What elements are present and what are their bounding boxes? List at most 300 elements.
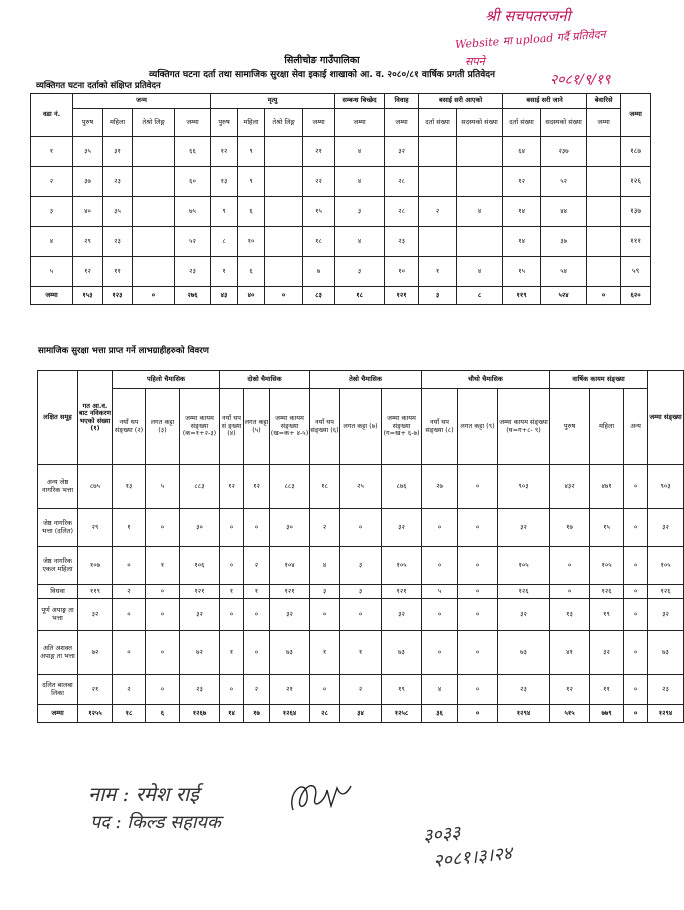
table-cell: १ xyxy=(220,631,244,675)
signature-scribble xyxy=(285,772,355,822)
table-cell: २८ xyxy=(385,197,419,227)
table-cell: ० xyxy=(220,547,244,585)
table-cell: ० xyxy=(422,599,458,631)
table-cell: १२९४ xyxy=(648,705,684,723)
table-cell: ६ xyxy=(238,197,265,227)
table-cell: ८७६ xyxy=(382,465,422,509)
table-cell: २१ xyxy=(270,675,310,705)
table-cell: ० xyxy=(458,585,498,599)
table-cell: ९ xyxy=(238,167,265,197)
signer-post: पद : किल्ड सहायक xyxy=(90,812,221,833)
col-target-group: लक्षित समूह xyxy=(38,371,78,465)
col-annual: वार्षिक कायम संङ्ख्या xyxy=(550,371,648,389)
table-cell: १ xyxy=(31,137,73,167)
col-divorce: सम्बन्ध बिच्छेद xyxy=(335,94,385,109)
table-cell: ० xyxy=(340,509,382,547)
table-cell: ० xyxy=(310,675,340,705)
table-cell: ८७५ xyxy=(78,465,113,509)
table-cell: २३७ xyxy=(541,137,587,167)
col-migration-in: बसाई सरी आएको xyxy=(419,94,503,109)
sub-header: नयाँ थप संङ्ख्या (८) xyxy=(422,389,458,465)
vital-events-table xyxy=(30,93,651,305)
table-cell: ० xyxy=(220,599,244,631)
section-1-heading: व्यक्तिगत घटना दर्ताको संक्षिप्त प्रतिवेदन xyxy=(36,81,161,91)
sub-header: पुरुष xyxy=(211,109,238,137)
group-name-cell: अति अशक्त अपाङ्ग ता भत्ता xyxy=(38,631,78,675)
table-cell: १२३ xyxy=(103,287,133,305)
table-cell: ० xyxy=(458,675,498,705)
table-cell: १ xyxy=(340,631,382,675)
table-cell: १ xyxy=(310,631,340,675)
table-cell: १०६ xyxy=(180,547,220,585)
table-cell: ३६ xyxy=(422,705,458,723)
table-cell xyxy=(133,137,175,167)
table-row xyxy=(31,257,651,287)
table-cell: १३ xyxy=(113,465,146,509)
table-cell: २ xyxy=(244,675,270,705)
table-cell: ४ xyxy=(31,227,73,257)
table-cell xyxy=(587,227,621,257)
table-cell: ३२ xyxy=(270,599,310,631)
table-cell: ७३ xyxy=(498,631,550,675)
table-cell: १ xyxy=(113,509,146,547)
sub-header: लगत कट्टा (९) xyxy=(458,389,498,465)
table-cell: ३२ xyxy=(648,599,684,631)
table-cell: २३ xyxy=(103,227,133,257)
table-cell: ५४ xyxy=(541,257,587,287)
table-row xyxy=(38,675,684,705)
table-cell: ३ xyxy=(310,585,340,599)
sub-header: जम्मा xyxy=(175,109,211,137)
handwritten-annotation xyxy=(455,2,640,97)
table-cell: ० xyxy=(458,509,498,547)
social-security-table xyxy=(37,370,684,723)
table-cell: २८ xyxy=(385,167,419,197)
table-cell: ६२० xyxy=(621,287,651,305)
table-cell: ६ xyxy=(146,705,180,723)
sub-header: लगत कट्टा (७) xyxy=(340,389,382,465)
table-cell: ५२ xyxy=(175,227,211,257)
annotation-line-3: सपने xyxy=(465,55,485,68)
table-cell: ९०३ xyxy=(498,465,550,509)
table-cell: २२ xyxy=(303,167,335,197)
col-ward: वडा नं. xyxy=(31,94,73,137)
sub-header: पुरुष xyxy=(73,109,103,137)
table-cell: ० xyxy=(624,509,648,547)
table-cell: ३२ xyxy=(382,599,422,631)
table-cell: १८ xyxy=(113,705,146,723)
sub-header: दर्ता संख्या xyxy=(503,109,541,137)
col-migration-out: बसाई सरी जाने xyxy=(503,94,587,109)
table-cell: ९०३ xyxy=(648,465,684,509)
table-cell: १ xyxy=(419,257,457,287)
table-cell: १३७ xyxy=(621,197,651,227)
table-cell xyxy=(133,167,175,197)
table-cell: ४० xyxy=(73,197,103,227)
table-cell: ३ xyxy=(335,197,385,227)
col-birth: जन्म xyxy=(73,94,211,109)
sub-header: अन्य xyxy=(624,389,648,465)
table-cell: २ xyxy=(113,675,146,705)
table-cell: १८ xyxy=(335,287,385,305)
table-cell: ११ xyxy=(590,675,624,705)
total-row xyxy=(38,705,684,723)
col-unclaimed: बेवारिसे xyxy=(587,94,621,109)
sub-header: सदस्यको संख्या xyxy=(457,109,503,137)
table-cell: ३ xyxy=(31,197,73,227)
table-cell: १२५८ xyxy=(382,705,422,723)
table-row xyxy=(38,547,684,585)
table-cell: ० xyxy=(244,599,270,631)
group-name-cell: अन्य जेष्ठ नागरिक भत्ता xyxy=(38,465,78,509)
table-cell: १०५ xyxy=(498,547,550,585)
table-cell: ५ xyxy=(31,257,73,287)
table-cell: ० xyxy=(146,509,180,547)
table-cell: ० xyxy=(422,547,458,585)
table-cell: २९ xyxy=(78,509,113,547)
table-cell: ७३ xyxy=(382,631,422,675)
sub-header: जम्मा xyxy=(385,109,419,137)
table-cell: ४० xyxy=(238,287,265,305)
sub-header: तेश्रो लिङ्ग xyxy=(265,109,303,137)
sub-header: महिला xyxy=(238,109,265,137)
table-cell: १०५ xyxy=(648,547,684,585)
table-cell: १०७ xyxy=(78,547,113,585)
table-cell: १८ xyxy=(303,227,335,257)
table-row xyxy=(38,599,684,631)
table-cell: ३२ xyxy=(385,137,419,167)
table-cell: ० xyxy=(624,547,648,585)
table-cell: ३२ xyxy=(382,509,422,547)
table-cell xyxy=(133,257,175,287)
table-cell: ४ xyxy=(457,197,503,227)
table-row xyxy=(31,227,651,257)
table-cell: ४ xyxy=(457,257,503,287)
table-cell: ३२ xyxy=(78,599,113,631)
table-cell: १२१ xyxy=(382,585,422,599)
table-cell: ० xyxy=(113,547,146,585)
col-q4: चौथो चैमासिक xyxy=(422,371,550,389)
table-cell: ८ xyxy=(457,287,503,305)
table-cell: १३ xyxy=(550,599,590,631)
table-cell: ० xyxy=(458,547,498,585)
group-name-cell: दलित बालबा लिका xyxy=(38,675,78,705)
table-cell: ० xyxy=(146,675,180,705)
table-cell: ० xyxy=(458,465,498,509)
table-cell: ७३ xyxy=(648,631,684,675)
table-cell: ५९ xyxy=(621,257,651,287)
table-cell: ० xyxy=(244,509,270,547)
stamp-date: २०८१।३।२४ xyxy=(432,842,514,873)
table-cell: ४३ xyxy=(211,287,238,305)
table-cell xyxy=(265,227,303,257)
sub-header: जम्मा कायम संङ्ख्या (ग=ख+ ६-७) xyxy=(382,389,422,465)
table-cell: १३ xyxy=(211,167,238,197)
table-cell: ३७ xyxy=(541,227,587,257)
sub-header: जम्मा xyxy=(303,109,335,137)
table-cell: १०५ xyxy=(382,547,422,585)
group-name-cell: पूर्ण अपाङ्ग ता भत्ता xyxy=(38,599,78,631)
col-renewed: गत आ.व. बाट नविकरण भएको संख्या (१) xyxy=(78,371,113,465)
table-cell: ४१ xyxy=(550,631,590,675)
table-cell: १२ xyxy=(211,137,238,167)
table-cell: ० xyxy=(550,547,590,585)
table-cell: ० xyxy=(310,599,340,631)
table-cell: ० xyxy=(146,631,180,675)
table-cell: २७६ xyxy=(175,287,211,305)
table-cell: १० xyxy=(385,257,419,287)
sub-header: जम्मा कायम संङ्ख्या (ख=क+ ४-५) xyxy=(270,389,310,465)
table-cell: ४ xyxy=(335,137,385,167)
table-cell: २ xyxy=(244,547,270,585)
table-cell: ० xyxy=(624,585,648,599)
table-cell: ८८३ xyxy=(180,465,220,509)
table-cell: ३२ xyxy=(180,599,220,631)
sub-header: जम्मा xyxy=(335,109,385,137)
group-name-cell: जेष्ठ नागरिक भत्ता (दलित) xyxy=(38,509,78,547)
table-cell: १२६ xyxy=(621,167,651,197)
sub-header: पुरुष xyxy=(550,389,590,465)
table-cell: २ xyxy=(310,509,340,547)
table-cell xyxy=(457,227,503,257)
table-cell: २१ xyxy=(303,137,335,167)
table-cell: २ xyxy=(113,585,146,599)
sub-header: जम्मा कायम संङ्ख्या (क=१+२-३) xyxy=(180,389,220,465)
table-cell: २७ xyxy=(422,465,458,509)
table-cell: ० xyxy=(133,287,175,305)
table-cell: ० xyxy=(146,599,180,631)
table-cell: १० xyxy=(238,227,265,257)
table-cell: ६० xyxy=(175,167,211,197)
table-cell xyxy=(587,257,621,287)
table-cell: ३ xyxy=(419,287,457,305)
section-2-heading: सामाजिक सुरक्षा भत्ता प्राप्त गर्ने लाभग्राहीहरुको विवरण xyxy=(38,346,209,356)
table-cell: ७२ xyxy=(180,631,220,675)
table-cell: जम्मा xyxy=(38,705,78,723)
table-cell: १ xyxy=(146,547,180,585)
table-cell: जम्मा xyxy=(31,287,73,305)
table-cell: १२ xyxy=(73,257,103,287)
table-cell: ० xyxy=(146,585,180,599)
table-cell xyxy=(419,167,457,197)
table-cell: १२ xyxy=(220,465,244,509)
page-subtitle: व्यक्तिगत घटना दर्ता तथा सामाजिक सुरक्षा सेवा इकाई शाखाको आ. व. २०८०/८१ वार्षिक प्रगती प्रतिवेदन xyxy=(149,70,495,80)
table-cell: २५ xyxy=(340,465,382,509)
table-cell: १२ xyxy=(503,167,541,197)
table-cell: ७७९ xyxy=(590,705,624,723)
table-cell: १४ xyxy=(503,227,541,257)
table-cell: २३ xyxy=(180,675,220,705)
table-cell: ७३ xyxy=(270,631,310,675)
table-cell: २१ xyxy=(78,675,113,705)
table-cell: ४ xyxy=(422,675,458,705)
table-cell: ० xyxy=(458,631,498,675)
table-cell: ० xyxy=(550,585,590,599)
table-cell: २३ xyxy=(175,257,211,287)
table-cell: ११ xyxy=(103,257,133,287)
sub-header: जम्मा xyxy=(587,109,621,137)
table-cell: ३२ xyxy=(648,509,684,547)
annotation-line-2: Website मा upload गर्दै प्रतिवेदन xyxy=(454,27,607,52)
table-cell xyxy=(457,137,503,167)
table-cell xyxy=(265,257,303,287)
table-row xyxy=(31,137,651,167)
table-cell: ८ xyxy=(211,227,238,257)
table-cell: ३२ xyxy=(498,599,550,631)
table-cell: ९ xyxy=(238,137,265,167)
table-cell: ३२ xyxy=(498,509,550,547)
table-cell: १२६४ xyxy=(270,705,310,723)
table-cell: २ xyxy=(340,675,382,705)
group-name-cell: विधवा xyxy=(38,585,78,599)
table-cell: १४ xyxy=(220,705,244,723)
table-cell: ३२ xyxy=(590,631,624,675)
table-cell xyxy=(265,137,303,167)
table-cell: १५ xyxy=(590,509,624,547)
annotation-line-4: २०८१/९/१९ xyxy=(550,72,611,88)
table-cell: २ xyxy=(419,197,457,227)
table-row xyxy=(31,197,651,227)
table-cell xyxy=(587,167,621,197)
table-cell: ३७ xyxy=(73,167,103,197)
col-death: मृत्यु xyxy=(211,94,335,109)
sub-header: महिला xyxy=(590,389,624,465)
table-cell: १२१ xyxy=(270,585,310,599)
table-cell: ११९ xyxy=(78,585,113,599)
table-cell: १ xyxy=(244,585,270,599)
table-cell: ० xyxy=(422,631,458,675)
table-row xyxy=(38,631,684,675)
sub-header: नयाँ थप संङ्ख्या (६) xyxy=(310,389,340,465)
table-cell: ० xyxy=(220,675,244,705)
table-cell: ५२४ xyxy=(541,287,587,305)
table-cell: १२६ xyxy=(648,585,684,599)
table-cell: १२६७ xyxy=(180,705,220,723)
table-cell: ४ xyxy=(310,547,340,585)
table-cell: ३० xyxy=(180,509,220,547)
table-cell xyxy=(133,227,175,257)
table-cell: ० xyxy=(458,599,498,631)
table-cell: २ xyxy=(31,167,73,197)
table-cell: १९ xyxy=(382,675,422,705)
table-cell: ३५ xyxy=(103,197,133,227)
table-cell: ४४ xyxy=(541,197,587,227)
table-cell: ४३२ xyxy=(550,465,590,509)
table-cell: १२ xyxy=(244,465,270,509)
table-cell xyxy=(265,167,303,197)
table-cell: ९ xyxy=(211,197,238,227)
table-cell xyxy=(587,197,621,227)
table-cell: १११ xyxy=(621,227,651,257)
table-cell: १२६ xyxy=(498,585,550,599)
sub-header: जम्मा कायम संङ्ख्या (घ=ग+८- ९) xyxy=(498,389,550,465)
table-cell: ० xyxy=(624,465,648,509)
table-cell: ५२ xyxy=(541,167,587,197)
table-cell: ० xyxy=(458,705,498,723)
table-cell xyxy=(265,197,303,227)
table-cell: ५१५ xyxy=(550,705,590,723)
table-cell: २८ xyxy=(310,705,340,723)
table-cell: ८८३ xyxy=(270,465,310,509)
table-cell: ११९ xyxy=(503,287,541,305)
page-title: सिलीचोङ गाउँपालिका xyxy=(284,55,360,66)
table-cell: ३० xyxy=(270,509,310,547)
table-cell: ४ xyxy=(335,167,385,197)
table-cell: ० xyxy=(113,599,146,631)
table-cell: २९ xyxy=(73,227,103,257)
table-cell: १२१ xyxy=(385,287,419,305)
sub-header: तेश्रो लिङ्ग xyxy=(133,109,175,137)
table-cell: १२ xyxy=(550,675,590,705)
table-cell: २३ xyxy=(385,227,419,257)
table-cell: ० xyxy=(340,599,382,631)
table-cell: ० xyxy=(624,705,648,723)
table-cell: ३ xyxy=(340,547,382,585)
sub-header: लगत कट्टा (३) xyxy=(146,389,180,465)
sub-header: सदस्यको संख्या xyxy=(541,109,587,137)
table-cell: १२६ xyxy=(590,585,624,599)
table-cell: ० xyxy=(624,675,648,705)
table-cell: ६ xyxy=(238,257,265,287)
table-cell: ५ xyxy=(146,465,180,509)
col-total: जम्मा xyxy=(621,94,651,137)
table-cell: ० xyxy=(422,509,458,547)
table-cell: १५ xyxy=(503,257,541,287)
table-cell: १ xyxy=(211,257,238,287)
table-cell: ० xyxy=(220,509,244,547)
table-cell: १४ xyxy=(503,197,541,227)
table-cell: १२९४ xyxy=(498,705,550,723)
table-cell xyxy=(457,167,503,197)
col-grand-total: जम्मा संङ्ख्या xyxy=(648,371,684,465)
table-cell xyxy=(133,197,175,227)
total-row xyxy=(31,287,651,305)
table-cell: २३ xyxy=(648,675,684,705)
table-cell: ० xyxy=(265,287,303,305)
table-cell: ० xyxy=(624,631,648,675)
col-q3: तेस्रो चैमासिक xyxy=(310,371,422,389)
table-cell: १ xyxy=(220,585,244,599)
sub-header: लगत कट्टा (५) xyxy=(244,389,270,465)
table-cell: ० xyxy=(624,599,648,631)
table-cell: ४ xyxy=(335,227,385,257)
table-cell xyxy=(587,137,621,167)
group-name-cell: जेष्ठ नागरिक एकल महिला xyxy=(38,547,78,585)
sub-header: दर्ता संख्या xyxy=(419,109,457,137)
table-cell: ० xyxy=(244,631,270,675)
table-cell: १७ xyxy=(244,705,270,723)
table-cell: ३५ xyxy=(73,137,103,167)
table-cell: १७ xyxy=(550,509,590,547)
table-row xyxy=(38,509,684,547)
sub-header: नयाँ थप संङ्ख्या (२) xyxy=(113,389,146,465)
table-cell: ६६ xyxy=(175,137,211,167)
table-cell: १०५ xyxy=(590,547,624,585)
table-cell: ८३ xyxy=(303,287,335,305)
table-cell: २३ xyxy=(103,167,133,197)
table-cell: ६४ xyxy=(503,137,541,167)
signer-name: नाम : रमेश राई xyxy=(88,782,199,806)
table-cell: १५३ xyxy=(73,287,103,305)
table-cell: १९ xyxy=(590,599,624,631)
table-row xyxy=(38,465,684,509)
annotation-line-1: श्री सचपतरजनी xyxy=(485,7,571,25)
table-cell: ० xyxy=(587,287,621,305)
sub-header: नयाँ थप सं ङ्ख्या (४) xyxy=(220,389,244,465)
table-cell: २३ xyxy=(498,675,550,705)
table-cell: १०४ xyxy=(270,547,310,585)
table-cell xyxy=(419,137,457,167)
